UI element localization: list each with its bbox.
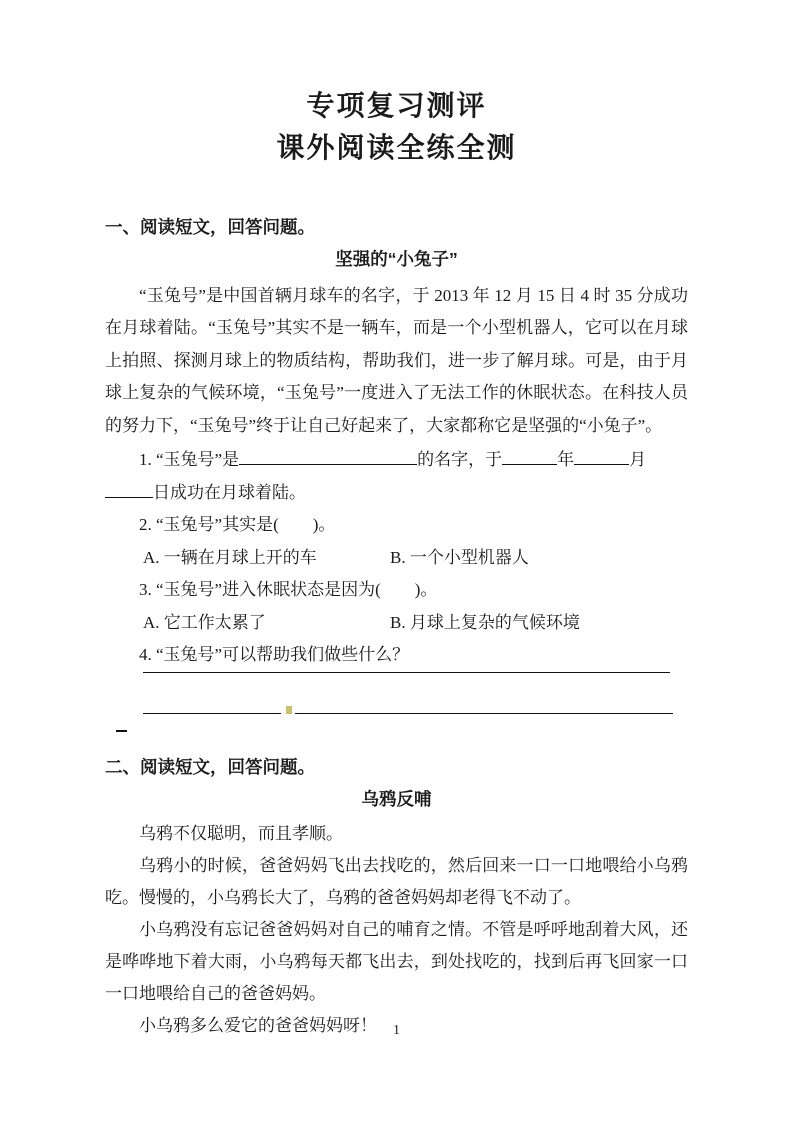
doc-title-line1: 专项复习测评 (306, 90, 487, 121)
question-3: 3. “玉兔号”进入休眠状态是因为( )。 (139, 580, 438, 600)
page-number: 1 (393, 1022, 400, 1037)
question-2-option-b: B. 一个小型机器人 (390, 547, 529, 567)
answer-blank-month (574, 450, 629, 465)
passage-2-text (105, 818, 688, 1042)
answer-blank-year (502, 450, 557, 465)
question-1-part2: 的名字，于 (417, 450, 503, 470)
question-3-option-a: A. 它工作太累了 (143, 612, 266, 632)
question-3-option-b: B. 月球上复杂的气候环境 (390, 612, 580, 632)
section-1-heading: 一、阅读短文，回答问题。 (105, 217, 315, 237)
passage-2-para-2: 乌鸦小的时候，爸爸妈妈飞出去找吃的，然后回来一口一口地喂给小乌鸦吃。慢慢的，小乌鸦长大了，乌鸦的爸爸妈妈却老得飞不动了。 (105, 855, 688, 907)
stray-dash (116, 730, 127, 732)
question-1-part4: 月 (629, 450, 647, 470)
answer-blank-day (105, 483, 153, 498)
section-1 (105, 212, 688, 732)
answer-line-2-segment-2 (295, 706, 673, 714)
section-2-heading: 二、阅读短文，回答问题。 (105, 756, 315, 777)
doc-title-line2: 课外阅读全练全测 (276, 132, 517, 163)
passage-1-text: “玉兔号”是中国首辆月球车的名字，于 2013 年 12 月 15 日 4 时 35 分成功在月球着陆。“玉兔号”其实不是一辆车，而是一个小型机器人，它可以在月球上拍照、探测月球上的物质结构，帮助我们，进一步了解月球。可是，由于月球上复杂的气候环境，“玉兔号”一度进入了无法工作的休眠状态。在科技人员的努力下，“玉兔号”终于让自己好起来了，大家都称它是坚强的“小兔子”。 (105, 286, 688, 435)
highlight-dot (286, 706, 292, 714)
question-2: 2. “玉兔号”其实是( )。 (139, 515, 336, 535)
answer-line-2-segment-1 (143, 706, 281, 714)
question-1-part3: 年 (557, 450, 575, 470)
passage-2-para-4: 小乌鸦多么爱它的爸爸妈妈呀！ (139, 1015, 377, 1035)
passage-2-para-1: 乌鸦不仅聪明，而且孝顺。 (139, 823, 343, 843)
section-1-questions (105, 444, 688, 672)
question-1 (105, 444, 688, 509)
passage-2-title: 乌鸦反哺 (361, 788, 432, 809)
answer-blank-name (239, 450, 417, 465)
question-3-options (105, 607, 688, 640)
answer-writing-line-2 (143, 706, 677, 714)
answer-writing-line-1 (143, 672, 670, 673)
passage-1-title: 坚强的“小兔子” (335, 249, 458, 269)
question-2-options (105, 542, 688, 575)
question-4: 4. “玉兔号”可以帮助我们做些什么？ (139, 645, 410, 665)
question-1-part1: 1. “玉兔号”是 (139, 450, 240, 470)
section-2 (105, 752, 688, 1042)
question-1-part5: 日成功在月球着陆。 (153, 482, 306, 502)
question-2-option-a: A. 一辆在月球上开的车 (143, 547, 317, 567)
passage-2-para-3: 小乌鸦没有忘记爸爸妈妈对自己的哺育之情。不管是呼呼地刮着大风，还是哗哗地下着大雨，小乌鸦每天都飞出去，到处找吃的，找到后再飞回家一口一口地喂给自己的爸爸妈妈。 (105, 919, 688, 1003)
